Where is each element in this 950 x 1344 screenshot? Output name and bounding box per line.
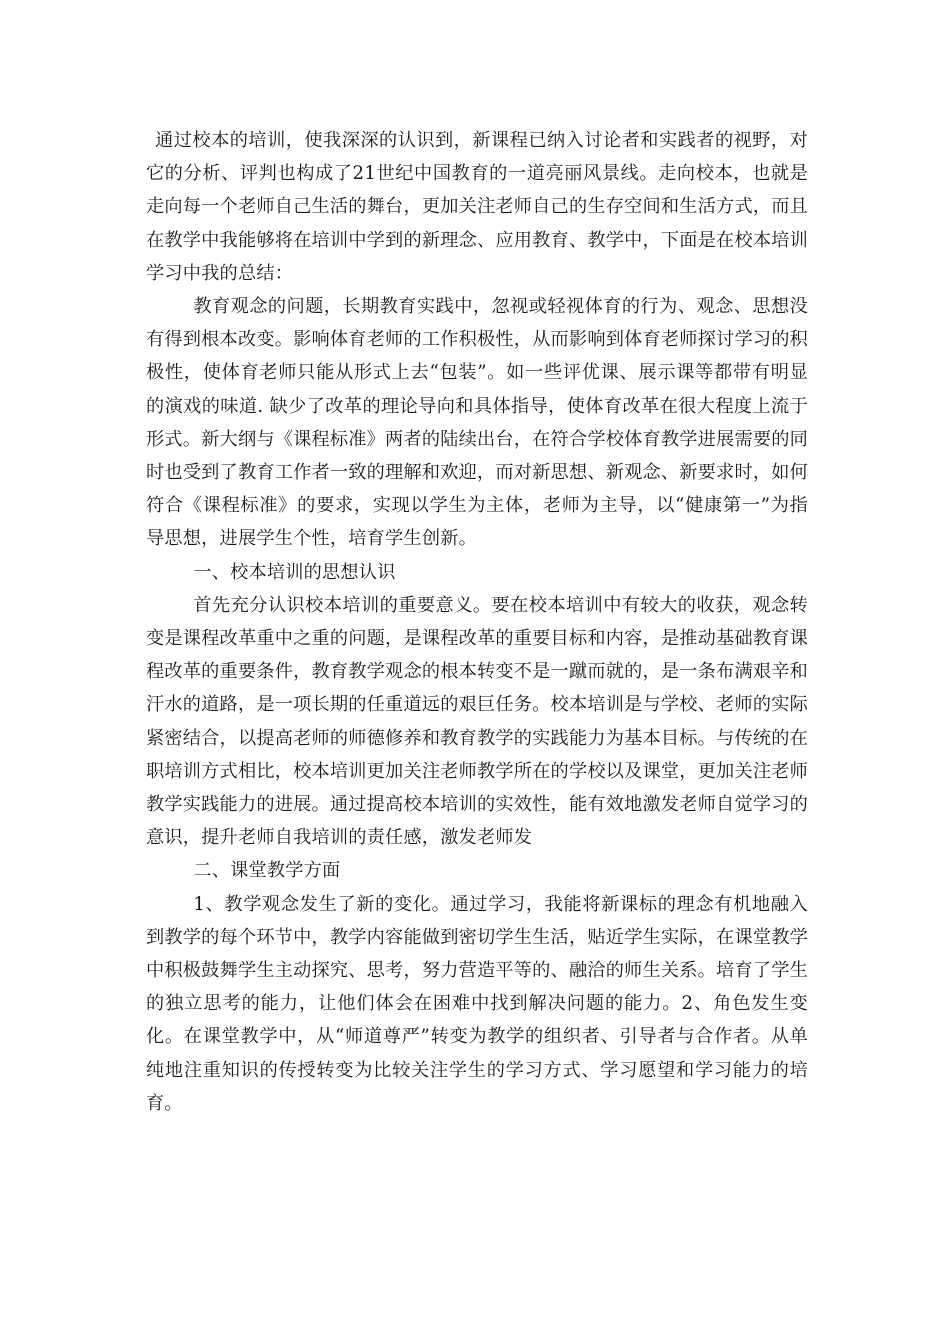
body-paragraph-classroom-teaching: 1、教学观念发生了新的变化。通过学习，我能将新课标的理念有机地融入到教学的每个环节中，教学内容能做到密切学生生活，贴近学生实际，在课堂教学中积极鼓舞学生主动探究、思考，努力营造平等的、融洽的师生关系。培育了学生的独立思考的能力，让他们体会在困难中找到解决问题的能力。2、角色发生变化。在课堂教学中，从“师道尊严”转变为教学的组织者、引导者与合作者。从单纯地注重知识的传授转变为比较关注学生的学习方式、学习愿望和学习能力的培育。	[146, 893, 808, 1114]
intro-paragraph: 通过校本的培训，使我深深的认识到，新课程已纳入讨论者和实践者的视野，对它的分析、评判也构成了21世纪中国教育的一道亮丽风景线。走向校本，也就是走向每一个老师自己生活的舞台，更加关注老师自己的生存空间和生活方式，而且在教学中我能够将在培训中学到的新理念、应用教育、教学中，下面是在校本培训学习中我的总结：	[146, 130, 808, 284]
body-paragraph-education-concept: 教育观念的问题，长期教育实践中，忽视或轻视体育的行为、观念、思想没有得到根本改变。影响体育老师的工作积极性，从而影响到体育老师探讨学习的积极性，使体育老师只能从形式上去“包装”。如一些评优课、展示课等都带有明显的演戏的味道. 缺少了改革的理论导向和具体指导，使体育改革在很大程度上流于形式。新大纲与《课程标准》两者的陆续出台，在符合学校体育教学进展需要的同时也受到了教育工作者一致的理解和欢迎，而对新思想、新观念、新要求时，如何符合《课程标准》的要求，实现以学生为主体，老师为主导，以“健康第一”为指导思想，进展学生个性，培育学生创新。	[146, 296, 808, 550]
body-paragraph-training-significance: 首先充分认识校本培训的重要意义。要在校本培训中有较大的收获，观念转变是课程改革重中之重的问题，是课程改革的重要目标和内容，是推动基础教育课程改革的重要条件，教育教学观念的根本转变不是一蹴而就的，是一条布满艰辛和汗水的道路，是一项长期的任重道远的艰巨任务。校本培训是与学校、老师的实际紧密结合，以提高老师的师德修养和教育教学的实践能力为基本目标。与传统的在职培训方式相比，校本培训更加关注老师教学所在的学校以及课堂，更加关注老师教学实践能力的进展。通过提高校本培训的实效性，能有效地激发老师自觉学习的意识，提升老师自我培训的责任感，激发老师发	[146, 594, 808, 849]
document-body	[146, 124, 808, 1120]
section-heading-2: 二、课堂教学方面	[193, 860, 341, 882]
section-heading-1: 一、校本培训的思想认识	[193, 561, 396, 583]
